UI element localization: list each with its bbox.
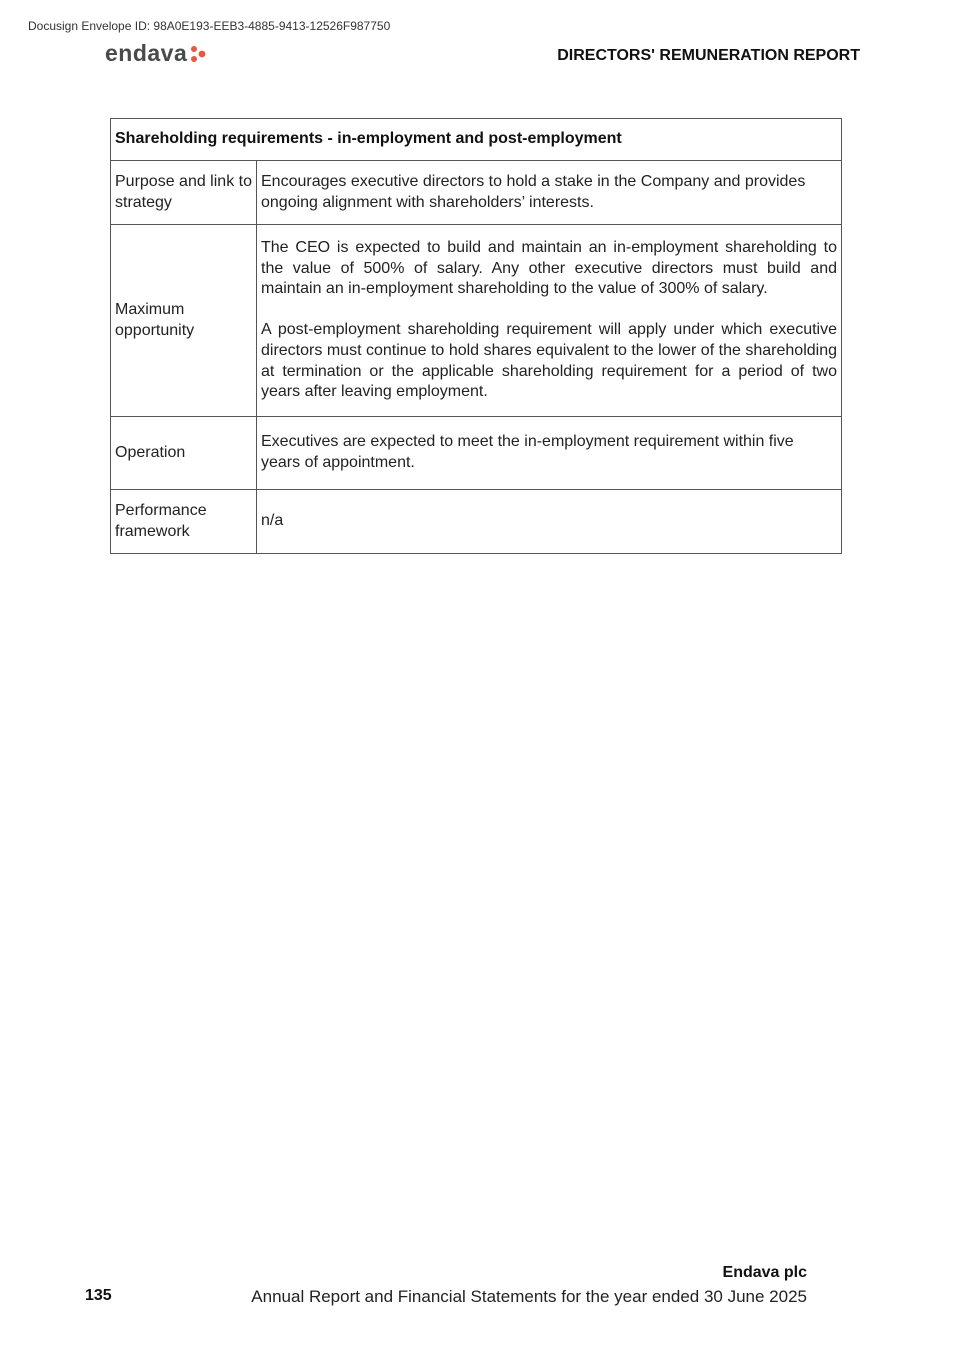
shareholding-requirements-table (110, 118, 842, 554)
endava-logo (105, 40, 207, 67)
table-row (111, 225, 842, 417)
row-label: Operation (111, 417, 257, 490)
table-row (111, 161, 842, 225)
report-section-title: DIRECTORS' REMUNERATION REPORT (557, 47, 860, 64)
row-paragraph: n/a (261, 512, 284, 530)
table-heading: Shareholding requirements - in-employment and post-employment (111, 119, 842, 161)
row-paragraph: Encourages executive directors to hold a stake in the Company and provides ongoing alignment with shareholders’ interests. (261, 172, 806, 211)
footer-company-name: Endava plc (722, 1264, 807, 1281)
footer-report-description: Annual Report and Financial Statements for the year ended 30 June 2025 (251, 1287, 807, 1306)
row-value (257, 417, 842, 490)
row-value (257, 490, 842, 554)
endava-dots-icon (189, 45, 207, 63)
row-paragraph: A post-employment shareholding requirement will apply under which executive directors must continue to hold shares equivalent to the lower of the shareholding at termination or the applicable shareholding requirement for a period of two years after leaving employment. (261, 321, 837, 401)
row-value (257, 161, 842, 225)
docusign-envelope-id: Docusign Envelope ID: 98A0E193-EEB3-4885-9413-12526F987750 (28, 19, 391, 33)
page-number: 135 (85, 1287, 112, 1304)
row-label: Purpose and link to strategy (111, 161, 257, 225)
table-heading-row (111, 119, 842, 161)
row-label: Maximum opportunity (111, 225, 257, 417)
row-label: Performance framework (111, 490, 257, 554)
row-paragraph: Executives are expected to meet the in-employment requirement within five years of appointment. (261, 433, 794, 471)
logo-wordmark: endava (105, 40, 188, 66)
row-paragraph: The CEO is expected to build and maintain an in-employment shareholding to the value of 500% of salary. Any other executive directors must build and maintain an in-employment shareholding to the value of 300% of salary. (261, 238, 837, 298)
row-value (257, 225, 842, 417)
table-row (111, 490, 842, 554)
table-row (111, 417, 842, 490)
